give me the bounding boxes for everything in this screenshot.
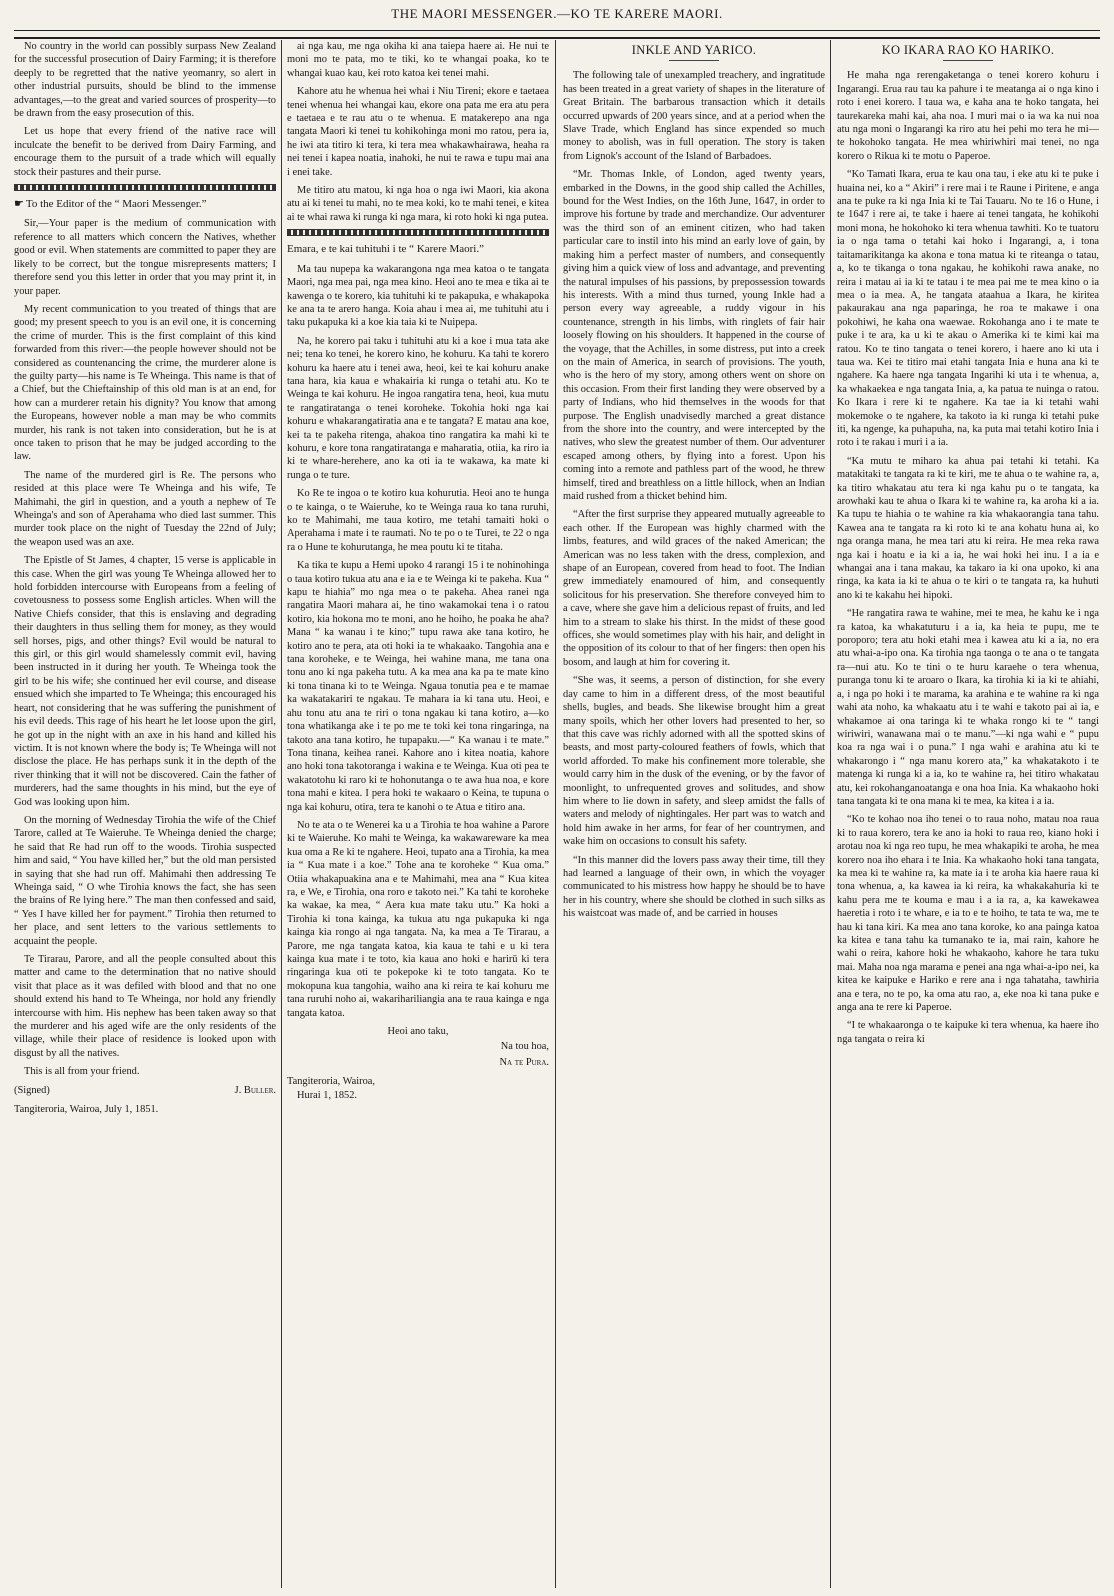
letter-heading (14, 198, 276, 211)
paragraph: The name of the murdered girl is Re. The persons who resided at this place were Te Wheinga and his wife, Te Mahimahi, the girl in question, and a youth a nephew of Te Wheinga's and son of Aperahama who died last summer. This murder took place on the night of Tuesday the 22nd of July; the weapon used was an axe. (14, 469, 276, 548)
pointing-hand-icon: ☛ (14, 198, 24, 211)
paragraph: ai nga kau, me nga okiha ki ana taiepa haere ai. He nui te moni mo te pata, mo te tiki, ko te whangai poaka, ko te whangai kuao kau, kei roto katoa kei tenei mahi. (287, 41, 549, 79)
column-3 (563, 40, 825, 1588)
heading-rule (669, 60, 719, 61)
paragraph: Ma tau nupepa ka wakarangona nga mea katoa o te tangata Maori, nga mea pai, nga mea kino. Heoi ano te mea e tika ai te kawenga o te korero, kia tuhituhi ki te pakapuka, e whakapoka ke ana ta te arero hanga. Koia ahau i mea ai, me tuhituhi atu i taku pukapuka ki a koe kia taia ki te Nuipepa. (287, 263, 549, 329)
letter-heading: Emara, e te kai tuhituhi i te “ Karere Maori.” (287, 243, 484, 256)
column-1 (14, 40, 276, 1588)
paragraph: No te ata o te Wenerei ka u a Tirohia te hoa wahine a Parore ki te Waieruhe. Ko mahi te Weinga, ka wakawareware ka mea kua oma a Re ki te ngahere. Heoi, tupato ana a Tirohia, ka mea ia “ Kua mate i a koe.” Tohe ana te koroheke “ Kua oma.” Otiia whakapuakina ana e te Mahimahi, mea ana “ Kua kitea ra, e We, e Tirohia, ona roro e takoto nei.” Ka tahi te koroheke ka wakae, ka mea, “ Aera kua mate taku utu.” Ka hoki a Tirohia ki tona kainga, ka tukua atu nga pukapuka ki nga kainga kia rongo ai nga tangata. Na, ka mea a Te Tirarau, a Parore, me nga tangata katoa, kia kaua te tahi e u ki tera kainga kua mate i te toto, kia kaua ano hoki e harirū ki tera ringaringa kua oti te pokepoke ki te toto tangata. Ko te mokopuna kua tangohia, waiho ana ki reira te kai kohuru me tana ruruhi noho ai, wakarihariliangia ana te raua kainga e nga tangata katoa. (287, 819, 549, 1019)
ornamental-rule (14, 184, 276, 191)
paragraph: “He rangatira rawa te wahine, mei te mea, he kahu ke i nga ra katoa, ka whakatuturu i a ia, ka heia te pupu, me te poroporo; tera atu hoki etahi mea i kawea atu ki a ia, no era atu whai-a-ipo ona. Ka tirohia nga taonga o te ana o te tangata ra—nui atu. Ko te tini o te huru karaehe o tera whenua, puranga tonu ki te aroaro o Ikara, ka tirohia ki ia ki te ahiahi, a, i nga po hoki i te marama, ka arahina e te wahine ra ki nga wahi ata noho, ka whakaatu atu i te wahi e takoto pai ai ia, e whakamoe ai ona taringa ki te whaka rongo ki te “ tangi wiriwiri, wanawana mai o te manu.”—ki nga wahi e “ pupu koa ra nga wai i o puna.” I nga wahi e arahina atu ki te whakarongo i “ nga manu korero ata,” ka whakatakoto i te matenga ki runga ki a ia, ko te wahine ra, hei titiro whakatau atu, kei rokohanganoatanga e ona hoa Inia. Ka whakaoho hoki tana tangata ki te ona mana ki te mea, ka kitea i a ia. (837, 608, 1099, 807)
paragraph: Sir,—Your paper is the medium of communication with reference to all matters which concern the Natives, whether good or evil. When statements are committed to paper they are likely to be correct, but the tongue misrepresents matters; I therefore send you this letter in order that you may print it, in your paper. (14, 218, 276, 297)
column-4 (837, 40, 1099, 1588)
paragraph: “Ko Tamati Ikara, erua te kau ona tau, i eke atu ki te puke i huaina nei, ko a “ Akiri” i rere mai i te Raune i Piritene, e anga ana te puke ra ki nga Inia ki te Tai Tauaru. No te 16 o Hune, i te 1647 i rere ai, te take i haere ai tenei tangata, he kohikohi moni mona, he hokohoko ki tera whenua tawhiti. Ko te tuatoru ia o nga tama o tetahi kai hoko i Ingarangi, a, i tona taitamarikitanga ka akona e tona matua ki te riteanga o tatau, a, ko te tikanga o tona ngakau, he kohikohi rawa anake, no reira i matau ai ia ki te tatau i te mea pai me te mea kino o ia mea o ia mea. A, he tangata ataahua a Ikara, he kiritea pakaurakau ana nga paparinga, he roa te makawe i ona pokohiwi, he kaha ona waewae. Rokohanga ano i te mate te puke i te ara, ka u ki te akau o Amerika ki te kimi kai ma ratou. Ko te tino tangata o tenei korero, i haere ano ki uta i taua wa. Kei te titiro mai etahi tangata Inia e huna ana ki te ngahere. Ka haere nga tangata Ingarihi ki uta i te whenua, a, ka whakaekea e nga tangata Inia, a, ka patua te nuinga o ratou. Ko Ikara i rere ki te ngahere. Ka tae ia ki tetahi wahi mokemoke o te ngahere, ka takoto ia ki runga ki tetahi puke iti, ka ngenge, ka puhapuha, na, ka puta mai tetahi kotiro Inia i roto i te rakau i muri i a ia. (837, 169, 1099, 449)
place-date: Tangiteroria, Wairoa, July 1, 1851. (14, 1104, 159, 1116)
paragraph: This is all from your friend. (24, 1066, 140, 1078)
column-2 (287, 40, 549, 1588)
closing-line: Na tou hoa, (500, 1041, 549, 1053)
paragraph: Ko Re te ingoa o te kotiro kua kohurutia. Heoi ano te hunga o te kainga, o te Waieruhe, ko te Weinga raua ko tana ruruhi, ko te Mahimahi, me taua kotiro, me tetahi tamaiti hoki o Aperahama i mate i te raumati. No te po o te Turei, te 22 o nga ra o Hune te kohurutanga, he mea poutu ki te titaha. (287, 488, 549, 553)
article-heading: KO IKARA RAO KO HARIKO. (881, 43, 1055, 57)
paragraph: “She was, it seems, a person of distinction, for she every day came to him in a different dress, of the most beautiful shells, bugles, and beads. She likewise brought him a great many spoils, which her other lovers had presented to her, so that this cave was richly adorned with all the spotted skins of beasts, and most party-coloured feathers of fowls, which that world afforded. To make his confinement more tolerable, she would carry him in the dusk of the evening, or by the favor of moonlight, to unfrequented groves and solitudes, and show him where to lie down in safety, and sleep amidst the falls of waters and melody of nightingales. Her part was to watch and hold him awake in her arms, for fear of her countrymen, and wake him on occasions to consult his safety. (563, 675, 825, 848)
paragraph: “Mr. Thomas Inkle, of London, aged twenty years, embarked in the Downs, in the good ship called the Achilles, bound for the West Indies, on the 16th June, 1647, in order to improve his fortune by trade and merchandize. Our adventurer was the third son of an eminent citizen, who had taken particular care to instil into his mind an early love of gain, by making him a perfect master of numbers, and consequently giving him a quick view of loss and advantage, and preventing the natural impulses of his passions, by prepossession towards his interests. With a mind thus turned, young Inkle had a person every way agreeable, a ruddy vigour in his countenance, strength in his limbs, with ringlets of fair hair loosely flowing on his shoulders. It happened in the course of the voyage, that the Achilles, in some distress, put into a creek on the main of America, in search of provisions. The youth, who is the hero of my story, among others went on shore on this occasion. From their first landing they were observed by a party of Indians, who hid themselves in the woods for that purpose. The English unadvisedly marched a great distance from the shore into the country, and were intercepted by the natives, who slew the greatest number of them. Our adventurer escaped among others, by flying into a forest. Upon his coming into a remote and pathless part of the wood, he threw himself, tired and breathless on a little hillock, when an Indian maid rushed from a thicket behind him. (563, 169, 825, 502)
paragraph: Me titiro atu matou, ki nga hoa o nga iwi Maori, kia akona atu ai ki tenei tu mahi, no te mea koki, ko te mahi tenei, e kitea ai te whai rawa ki runga ki nga mara, ki roto hoki ki nga putea. (287, 185, 549, 223)
signer-name: J. Buller. (234, 1084, 276, 1096)
masthead-rule (14, 30, 1100, 39)
heading-rule (943, 60, 993, 61)
paragraph: Kahore atu he whenua hei whai i Niu Tireni; ekore e taetaea tenei whenua hei whangai kau, ekore ona pata me era atu pera e taetaea e te rau atu o te whenua. E matakerepo ana nga tangata Maori ki tenei tu kohikohinga moni mo ratou, pera ia, he iwi ata titiro ki tera, ki tera mea whakawhairawa, heaha ra nei tenei i kapea noatia, inahoki, he nui te rawa e tupu mai ana i enei take. (287, 86, 549, 178)
date-line: Hurai 1, 1852. (297, 1089, 358, 1101)
column-divider (555, 40, 556, 1588)
paragraph: My recent communication to you treated of things that are good; my present speech to you is an evil one, it is concerning the crime of murder. This is the first complaint of this kind forwarded from this river:—the people however should not be considered as countenancing the crime, the murderer alone is the guilty party—his name is Te Wheinga. This name is that of a Chief, but the Chieftainship of this old man is at an end, for how can a murderer retain his dignity? You know that among the Europeans, however noble a man may be who commits murder, his rank is not taken into consideration, but he is at once taken to prison that he may be judged according to the law. (14, 303, 276, 463)
paragraph: Let us hope that every friend of the native race will inculcate the benefit to be derived from Dairy Farming, and encourage them to the pursuit of a trade which will equally stock their pastures and their purse. (14, 126, 276, 178)
paragraph: “After the first surprise they appeared mutually agreeable to each other. If the European was highly charmed with the limbs, features, and wild graces of the naked American; the American was no less taken with the dress, complexion, and shape of an European, covered from head to foot. The Indian grew immediately enamoured of him, and consequently solicitous for his preservation. She therefore conveyed him to a cave, where she gave him a delicious repast of fruits, and led him to a stream to slake his thirst. In the midst of these good offices, she would sometimes play with his hair, and delight in the opposition of its colour to that of her fingers: then open his bosom, and laugh at him for covering it. (563, 509, 825, 668)
letter-heading-text: To the Editor of the “ Maori Messenger.” (25, 198, 207, 211)
paragraph: The Epistle of St James, 4 chapter, 15 verse is applicable in this case. When the girl was young Te Wheinga allowed her to hold forbidden intercourse with Europeans from a feeling of covetousness to possess some English articles. When will the Native Chiefs consider, that this is enslaving and degrading their daughters in thus selling them for money, as they would sell horses, pigs, and other things? Evil would be natural to this girl, or this girl would shamelessly commit evil, having been instructed in it during her youth. Te Wheinga took the girl to be his wife; she continued her evil course, and disease ensued which she imparted to Te Wheinga; this encouraged his heart, not considering that he was suffering the punishment of his evil deeds. This rage of his heart he let loose upon the girl, he got up in the night with an axe in his hand and killed his victim. It is not known where the body is; Te Wheinga will not disclose the place. He has perhaps sunk it in the depth of the river thinking that it will not be discovered. Cain the father of murderers, had the same thoughts in his mind, but the eye of God was looking upon him. (14, 555, 276, 808)
paragraph: He maha nga rerengaketanga o tenei korero kohuru i Ingarangi. Erua rau tau ka pahure i te meatanga ai o nga kino i roto i enei korero. I taua wa, e kaha ana te hoko tangata, hei taurekareka mahi kai, aha noa. I muri mai o ia wa ka nui noa atu nga moni o Ingarangi ka riro atu hei pehi mo tera he mi—te hokohoko tangata. He mea whiriwhiri mai tenei, no nga korero o Rikua ki te motu o Paperoe. (837, 70, 1099, 162)
signer-name: Na te Pura. (499, 1056, 549, 1068)
paragraph: “Ka mutu te miharo ka ahua pai tetahi ki tetahi. Ka matakitaki te tangata ra ki te kiri, me te ahua o te wahine ra, a, ka titiro whakatau atu tera ki nga kahu pu o te tangata, ka arowhaki kau te ahua o Ikara ki te wahine ra, ka aroha ki a ia. Ka tupu te hiahia o te wahine ra kia whakaorangia tana tahu. Kawea ana te tangata ra ki roto ki te ana kohatu huna ai, ko nga oranga mana, he mea tari atu ki reira. He mea reka rawa nga kai i hoatu e ia ki a ia, he wai hoki hei inu. I a ia e whangai ana i tana makau, ka takaro ia ki ona upoko, ki ana ringa, ka kata ia ki te ahua o te kiri o te tangata ra, ka huhuti ano ki te kakahu hei hipoki. (837, 455, 1099, 601)
column-divider (830, 40, 831, 1588)
paragraph: “In this manner did the lovers pass away their time, till they had learned a language of their own, in which the voyager communicated to his mistress how happy he should be to have her in his country, where she should be clothed in such silks as his waistcoat was made of, and be carried in houses (563, 854, 825, 920)
place-line: Tangiteroria, Wairoa, (287, 1076, 375, 1088)
paragraph: Na, he korero pai taku i tuhituhi atu ki a koe i mua tata ake nei; tena ko tenei, he korero kino, he kohuru. Ka tahi te korero kohuru ka haere atu i tenei awa, heoi, kei te kai kohuru anake tana hara, kia kaua e whakairia ki runga o tetahi atu. Ko te Weinga te kai kohuru. He ingoa rangatira tena, heoi, kua mutu te rangatiratanga o tenei koroheke. Tokohia hoki nga kai kohuru e whakarangatiratia ana e te tangata? E matau ana koe, kei ta te pakeha ritenga, ahakoa tino rangatira ka mahi ki te kohuru, e kore tona rangatiratanga e maharatia, otiia, ka riro ia ki te whare-herehere, ano ka oti ia te wakawa, ka mate ki runga o te ture. (287, 335, 549, 481)
signed-label: (Signed) (14, 1084, 50, 1096)
paragraph: Te Tirarau, Parore, and all the people consulted about this matter and came to the determination that no native should visit that place as it was defiled with blood and that no one should extend his hand to Te Wheinga, nor hold any friendly intercourse with him. His nephew has been taken away so that the murderer and his aged wife are the only residents of the village, while their place of residence is looked upon with disgust by all the natives. (14, 954, 276, 1059)
ornamental-rule (287, 229, 549, 236)
closing-line: Heoi ano taku, (387, 1026, 449, 1038)
paragraph: Ka tika te kupu a Hemi upoko 4 rarangi 15 i te nohinohinga o taua kotiro tukua atu ana e ia e te Weinga ki te pakeha. Kua “ kapu te hiahia” mo nga mea o te pakeha. Ahea ranei nga rangatira Maori mahara ai, he tino wakamokai tena i o ratou kotiro, kia hokona mo te moni, ano he hoiho, he poaka he aha? Mana “ ka wanau i te kino;” tupu rawa ake tana kotiro, he kotiro ano te pera, ata oti hoki ia te whakaako. Tangohia ana e tana koroheke, e te Weinga, hei wahine mana, me tana ona tonu ano ki nga pakeha tutu. A ka mea ana ka pa te mate kino ki tona tinana ki to te Weinga. Ngaua tonutia pea e te mamae ka wakatakariri te ngakau. Te mahara ia ki tana utu. Heoi, e ahu tonu atu ana te riri o tona ngakau ki tana kotiro, a—ko tona whatikanga ake i te po me te toki kei tona ringaringa, na takoto ana tana kotiro, he tupapaku.—“ Ka wanau i te mate.” Tona tinana, keihea ranei. Kahore ano i kitea noatia, kahore ano hoki tona takotoranga i wakina e te Weinga. Kua oti pea te wakatotohu ki raro ki te hohonutanga o te awa hua noa, e kore tona mahi e kitea. I pera hoki te wakaaro o Keina, te tupuna o nga kai kohuru, otira, tera te kanohi o te Atua e titiro ana. (287, 560, 549, 813)
paragraph: The following tale of unexampled treachery, and ingratitude has been treated in a great variety of shapes in the literature of Great Britain. The barbarous transaction which it details occurred upwards of 200 years since, and at a period when the Slave Trade, which England has since expended so much money to abolish, was in full operation. The story is taken from Lignok's account of the Island of Barbadoes. (563, 70, 825, 162)
paragraph: No country in the world can possibly surpass New Zealand for the successful prosecution of Dairy Farming; it is therefore deeply to be regretted that the native yeomanry, so alert in other industrial pursuits, should be blind to the immense advantages,—to the great and varied sources of prosperity—to be drawn from the easy prosecution of this. (14, 41, 276, 120)
article-heading: INKLE AND YARICO. (631, 43, 757, 57)
paragraph: On the morning of Wednesday Tirohia the wife of the Chief Tarore, called at Te Waieruhe. Te Wheinga denied the charge; he said that Re had run off to the woods. Tirohia suspected him and said, “ You have killed her,” but the old man persisted in saying that she had run off. Mahimahi then addressing Te Wheinga said, “ O whe Tirohia knows the fact, she has seen the brains of Re lying here.” The man then confessed and said, “ Yes I have killed her for payment.” Tirohia then returned to her place, and sent letters to the various settlements to acquaint the people. (14, 814, 276, 947)
paragraph: “I te whakaaronga o te kaipuke ki tera whenua, ka haere iho nga tangata o reira ki (837, 1020, 1099, 1045)
paragraph: “Ko te kohao noa iho tenei o to raua noho, matau noa raua ki to raua korero, tera ke ano ia hoki to raua reo, kiano hoki i arotau noa ki nga reo tupu, he mea whakapiki te aroha, he mea korero noa iho ehara i te Inia. Ka whakaoho hoki tana tangata, ka mea ki te wahine ra, ka mate ia i te aroha kia haere raua ki tona whenua, a, ka kawea ia ki reira, ka whakakahuria ki te kahu pera me te kouma e mau i a ia ra, a, ka kawekawea haeretia i roto i te whare, e ia to e te hoiho, te tata te wa, me te hau ki tana kiri. Ka mea ano tana koroke, ko ana painga katoa ka kitea e tana tahu ka tumanako te ia, mai rain, kahore he wahi o reira, kahore hoki he whakaoho, kahore he tara tuku mai. Maha noa nga marama e penei ana nga whai-a-ipo nei, ka kitea ke kaipuke e Hariko e rere ana i nga tahataha, tawhiria ana e tera, no te po, ka oma atu rao, a, eke noa ki tana puke e anga ana te rere ki Paperoe. (837, 814, 1099, 1014)
column-divider (281, 40, 282, 1588)
signature-line (14, 1084, 276, 1097)
masthead-title: THE MAORI MESSENGER.—KO TE KARERE MAORI. (391, 6, 723, 21)
